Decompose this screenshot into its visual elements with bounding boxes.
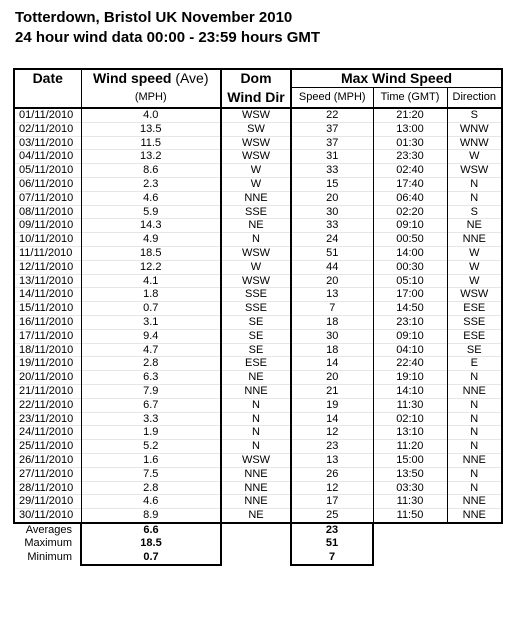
avg-speed-cell: 4.6 (81, 191, 221, 205)
max-speed-cell: 30 (291, 205, 373, 219)
col-subheader-speed-mph: Speed (MPH) (291, 88, 373, 109)
table-body (14, 108, 502, 523)
avg-speed-cell: 3.1 (81, 315, 221, 329)
avg-speed-cell: 3.3 (81, 412, 221, 426)
max-dir-cell: S (447, 108, 502, 122)
max-time-cell: 17:00 (373, 288, 447, 302)
table-row (14, 495, 502, 509)
avg-speed-cell: 1.8 (81, 288, 221, 302)
date-cell: 03/11/2010 (14, 136, 81, 150)
summary-row (14, 537, 502, 550)
max-speed-cell: 22 (291, 108, 373, 122)
header-row-top (14, 69, 502, 88)
date-cell: 05/11/2010 (14, 164, 81, 178)
avg-speed-cell: 6.7 (81, 398, 221, 412)
col-header-date: Date (14, 69, 81, 88)
summary-ave-value: 6.6 (81, 523, 221, 537)
max-speed-cell: 17 (291, 495, 373, 509)
max-speed-cell: 30 (291, 329, 373, 343)
col-header-dom: Dom (221, 69, 291, 88)
header-period: 24 hour wind data 00:00 - 23:59 hours GMT (15, 29, 321, 46)
date-cell: 16/11/2010 (14, 315, 81, 329)
max-time-cell: 09:10 (373, 329, 447, 343)
max-speed-cell: 15 (291, 177, 373, 191)
dom-dir-cell: NNE (221, 481, 291, 495)
dom-dir-cell: WSW (221, 150, 291, 164)
date-cell: 23/11/2010 (14, 412, 81, 426)
dom-dir-cell: SSE (221, 288, 291, 302)
dom-dir-cell: W (221, 164, 291, 178)
dom-dir-cell: SE (221, 343, 291, 357)
table-row (14, 440, 502, 454)
max-time-cell: 02:40 (373, 164, 447, 178)
date-cell: 26/11/2010 (14, 453, 81, 467)
table-row (14, 150, 502, 164)
avg-speed-cell: 18.5 (81, 246, 221, 260)
max-dir-cell: WNW (447, 136, 502, 150)
max-time-cell: 02:10 (373, 412, 447, 426)
summary-label: Maximum (24, 537, 72, 550)
date-cell: 07/11/2010 (14, 191, 81, 205)
max-speed-cell: 20 (291, 371, 373, 385)
date-cell: 13/11/2010 (14, 274, 81, 288)
date-cell: 02/11/2010 (14, 122, 81, 136)
max-dir-cell: W (447, 274, 502, 288)
max-speed-cell: 20 (291, 274, 373, 288)
max-dir-cell: N (447, 177, 502, 191)
date-cell: 12/11/2010 (14, 260, 81, 274)
table-row (14, 164, 502, 178)
max-dir-cell: SSE (447, 315, 502, 329)
max-speed-cell: 12 (291, 426, 373, 440)
max-speed-cell: 14 (291, 357, 373, 371)
dom-dir-cell: W (221, 260, 291, 274)
dom-dir-cell: N (221, 398, 291, 412)
avg-speed-cell: 14.3 (81, 219, 221, 233)
max-time-cell: 02:20 (373, 205, 447, 219)
max-dir-cell: WNW (447, 122, 502, 136)
summary-ave-value: 18.5 (81, 537, 221, 550)
avg-speed-cell: 6.3 (81, 371, 221, 385)
table-row (14, 302, 502, 316)
summary-blank (447, 551, 502, 565)
max-speed-cell: 13 (291, 453, 373, 467)
date-cell: 24/11/2010 (14, 426, 81, 440)
max-speed-cell: 33 (291, 164, 373, 178)
dom-dir-cell: WSW (221, 136, 291, 150)
avg-speed-cell: 4.7 (81, 343, 221, 357)
wind-speed-label: Wind speed (92, 70, 172, 87)
max-dir-cell: W (447, 260, 502, 274)
max-speed-cell: 44 (291, 260, 373, 274)
max-speed-cell: 7 (291, 302, 373, 316)
date-cell: 25/11/2010 (14, 440, 81, 454)
max-dir-cell: NNE (447, 453, 502, 467)
date-cell: 01/11/2010 (14, 108, 81, 122)
table-row (14, 384, 502, 398)
table-row (14, 246, 502, 260)
table-row (14, 329, 502, 343)
max-dir-cell: N (447, 426, 502, 440)
dom-dir-cell: N (221, 412, 291, 426)
max-time-cell: 14:50 (373, 302, 447, 316)
max-time-cell: 09:10 (373, 219, 447, 233)
table-row (14, 260, 502, 274)
dom-dir-cell: NE (221, 219, 291, 233)
max-dir-cell: N (447, 440, 502, 454)
dom-dir-cell: SSE (221, 205, 291, 219)
date-cell: 10/11/2010 (14, 233, 81, 247)
max-dir-cell: N (447, 467, 502, 481)
max-dir-cell: E (447, 357, 502, 371)
summary-blank (373, 523, 447, 537)
dom-dir-cell: WSW (221, 453, 291, 467)
dom-dir-cell: WSW (221, 108, 291, 122)
max-time-cell: 13:10 (373, 426, 447, 440)
date-cell: 29/11/2010 (14, 495, 81, 509)
table-row (14, 108, 502, 122)
max-time-cell: 17:40 (373, 177, 447, 191)
max-time-cell: 00:30 (373, 260, 447, 274)
table-row (14, 398, 502, 412)
max-dir-cell: S (447, 205, 502, 219)
table-row (14, 191, 502, 205)
avg-speed-cell: 2.8 (81, 481, 221, 495)
max-speed-cell: 33 (291, 219, 373, 233)
wind-data-table (13, 68, 503, 566)
header-row-sub (14, 88, 502, 109)
max-dir-cell: N (447, 191, 502, 205)
summary-blank (447, 537, 502, 550)
avg-speed-cell: 12.2 (81, 260, 221, 274)
dom-dir-cell: NE (221, 371, 291, 385)
date-cell: 19/11/2010 (14, 357, 81, 371)
max-speed-cell: 31 (291, 150, 373, 164)
avg-speed-cell: 13.2 (81, 150, 221, 164)
max-time-cell: 06:40 (373, 191, 447, 205)
date-cell: 15/11/2010 (14, 302, 81, 316)
summary-row (14, 551, 502, 565)
date-cell: 09/11/2010 (14, 219, 81, 233)
table-row (14, 233, 502, 247)
max-dir-cell: NNE (447, 495, 502, 509)
max-time-cell: 19:10 (373, 371, 447, 385)
date-cell: 20/11/2010 (14, 371, 81, 385)
max-time-cell: 00:50 (373, 233, 447, 247)
table-row (14, 122, 502, 136)
dom-dir-cell: WSW (221, 246, 291, 260)
dom-dir-cell: SE (221, 329, 291, 343)
avg-speed-cell: 13.5 (81, 122, 221, 136)
col-header-max-wind-speed: Max Wind Speed (291, 69, 502, 88)
avg-speed-cell: 4.0 (81, 108, 221, 122)
max-time-cell: 13:50 (373, 467, 447, 481)
avg-speed-cell: 4.1 (81, 274, 221, 288)
table-row (14, 467, 502, 481)
table-row (14, 219, 502, 233)
max-time-cell: 23:10 (373, 315, 447, 329)
max-time-cell: 11:20 (373, 440, 447, 454)
ave-label: (Ave) (175, 70, 209, 87)
max-dir-cell: NNE (447, 233, 502, 247)
col-subheader-date-blank (14, 88, 81, 109)
dom-dir-cell: SW (221, 122, 291, 136)
table-row (14, 481, 502, 495)
summary-blank (373, 537, 447, 550)
table-row (14, 412, 502, 426)
max-time-cell: 05:10 (373, 274, 447, 288)
summary-blank (373, 551, 447, 565)
date-cell: 17/11/2010 (14, 329, 81, 343)
dom-dir-cell: SSE (221, 302, 291, 316)
summary-label: Averages (25, 523, 72, 536)
avg-speed-cell: 2.8 (81, 357, 221, 371)
table-row (14, 288, 502, 302)
table-row (14, 177, 502, 191)
max-dir-cell: N (447, 481, 502, 495)
max-dir-cell: WSW (447, 164, 502, 178)
dom-dir-cell: ESE (221, 357, 291, 371)
avg-speed-cell: 9.4 (81, 329, 221, 343)
date-cell: 30/11/2010 (14, 509, 81, 523)
max-dir-cell: N (447, 412, 502, 426)
max-dir-cell: ESE (447, 302, 502, 316)
col-header-wind-speed (81, 69, 221, 88)
avg-speed-cell: 8.6 (81, 164, 221, 178)
table-row (14, 371, 502, 385)
dom-dir-cell: NNE (221, 467, 291, 481)
date-cell: 04/11/2010 (14, 150, 81, 164)
avg-speed-cell: 4.6 (81, 495, 221, 509)
max-time-cell: 14:00 (373, 246, 447, 260)
dom-dir-cell: NNE (221, 495, 291, 509)
dom-dir-cell: N (221, 440, 291, 454)
max-dir-cell: W (447, 150, 502, 164)
max-time-cell: 11:30 (373, 398, 447, 412)
table-row (14, 509, 502, 523)
date-cell: 22/11/2010 (14, 398, 81, 412)
avg-speed-cell: 2.3 (81, 177, 221, 191)
summary-max-value: 23 (291, 523, 373, 537)
date-cell: 27/11/2010 (14, 467, 81, 481)
max-dir-cell: N (447, 371, 502, 385)
summary-row (14, 523, 502, 537)
max-speed-cell: 37 (291, 122, 373, 136)
dom-dir-cell: NE (221, 509, 291, 523)
dom-dir-cell: N (221, 426, 291, 440)
date-cell: 11/11/2010 (14, 246, 81, 260)
header-location: Totterdown, Bristol UK November 2010 (15, 9, 293, 26)
max-speed-cell: 12 (291, 481, 373, 495)
summary-body (14, 523, 502, 565)
table-row (14, 453, 502, 467)
avg-speed-cell: 7.9 (81, 384, 221, 398)
max-time-cell: 23:30 (373, 150, 447, 164)
avg-speed-cell: 5.2 (81, 440, 221, 454)
max-dir-cell: NE (447, 219, 502, 233)
max-time-cell: 11:30 (373, 495, 447, 509)
date-cell: 06/11/2010 (14, 177, 81, 191)
max-speed-cell: 18 (291, 343, 373, 357)
summary-label: Minimum (27, 551, 72, 563)
max-speed-cell: 21 (291, 384, 373, 398)
summary-blank (447, 523, 502, 537)
table-row (14, 205, 502, 219)
summary-blank (221, 551, 291, 565)
max-speed-cell: 24 (291, 233, 373, 247)
dom-dir-cell: NNE (221, 191, 291, 205)
max-speed-cell: 14 (291, 412, 373, 426)
dom-dir-cell: W (221, 177, 291, 191)
max-speed-cell: 20 (291, 191, 373, 205)
col-subheader-direction: Direction (447, 88, 502, 109)
max-speed-cell: 25 (291, 509, 373, 523)
date-cell: 14/11/2010 (14, 288, 81, 302)
table-row (14, 357, 502, 371)
summary-blank (221, 523, 291, 537)
summary-max-value: 7 (291, 551, 373, 565)
max-speed-cell: 19 (291, 398, 373, 412)
avg-speed-cell: 11.5 (81, 136, 221, 150)
avg-speed-cell: 5.9 (81, 205, 221, 219)
max-time-cell: 14:10 (373, 384, 447, 398)
avg-speed-cell: 4.9 (81, 233, 221, 247)
summary-blank (221, 537, 291, 550)
max-dir-cell: NNE (447, 509, 502, 523)
max-dir-cell: W (447, 246, 502, 260)
max-dir-cell: ESE (447, 329, 502, 343)
report-header (15, 8, 320, 48)
dom-dir-cell: WSW (221, 274, 291, 288)
max-time-cell: 03:30 (373, 481, 447, 495)
max-dir-cell: WSW (447, 288, 502, 302)
max-time-cell: 22:40 (373, 357, 447, 371)
max-time-cell: 11:50 (373, 509, 447, 523)
date-cell: 21/11/2010 (14, 384, 81, 398)
max-dir-cell: N (447, 398, 502, 412)
summary-ave-value: 0.7 (81, 551, 221, 565)
max-speed-cell: 26 (291, 467, 373, 481)
table-row (14, 343, 502, 357)
avg-speed-cell: 7.5 (81, 467, 221, 481)
avg-speed-cell: 0.7 (81, 302, 221, 316)
dom-dir-cell: N (221, 233, 291, 247)
max-time-cell: 13:00 (373, 122, 447, 136)
max-speed-cell: 13 (291, 288, 373, 302)
dom-dir-cell: SE (221, 315, 291, 329)
max-speed-cell: 51 (291, 246, 373, 260)
table-row (14, 426, 502, 440)
table-row (14, 274, 502, 288)
col-subheader-mph: (MPH) (81, 88, 221, 109)
date-cell: 18/11/2010 (14, 343, 81, 357)
max-speed-cell: 18 (291, 315, 373, 329)
max-speed-cell: 23 (291, 440, 373, 454)
max-time-cell: 01:30 (373, 136, 447, 150)
date-cell: 28/11/2010 (14, 481, 81, 495)
date-cell: 08/11/2010 (14, 205, 81, 219)
summary-max-value: 51 (291, 537, 373, 550)
col-subheader-time-gmt: Time (GMT) (373, 88, 447, 109)
col-subheader-wind-dir: Wind Dir (221, 88, 291, 109)
table-row (14, 315, 502, 329)
avg-speed-cell: 8.9 (81, 509, 221, 523)
max-dir-cell: SE (447, 343, 502, 357)
max-time-cell: 21:20 (373, 108, 447, 122)
max-time-cell: 15:00 (373, 453, 447, 467)
max-speed-cell: 37 (291, 136, 373, 150)
table-row (14, 136, 502, 150)
avg-speed-cell: 1.6 (81, 453, 221, 467)
max-time-cell: 04:10 (373, 343, 447, 357)
dom-dir-cell: NNE (221, 384, 291, 398)
max-dir-cell: NNE (447, 384, 502, 398)
avg-speed-cell: 1.9 (81, 426, 221, 440)
